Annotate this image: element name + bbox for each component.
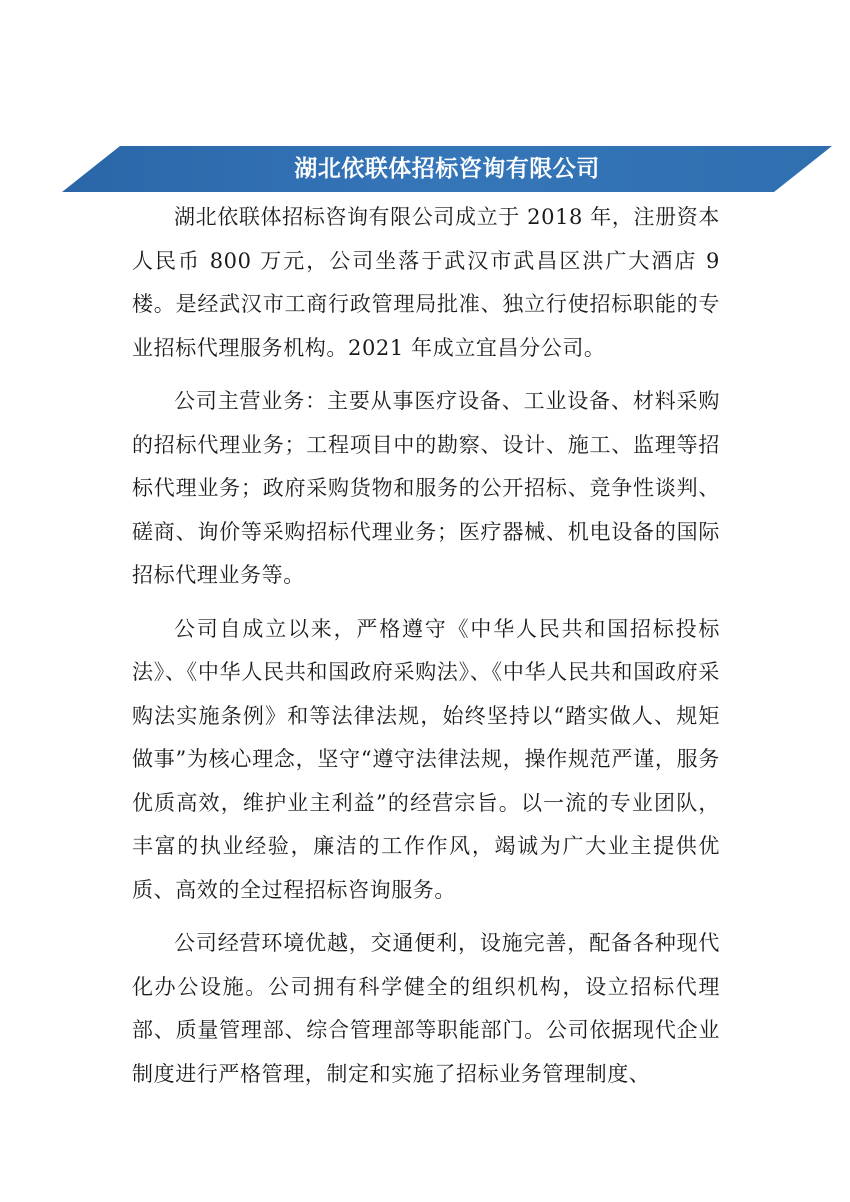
paragraph-principles: 公司自成立以来，严格遵守《中华人民共和国招标投标法》、《中华人民共和国政府采购法》、《中华人民共和国政府采购法实施条例》和等法律法规，始终坚持以“踏实做人、规矩做事”为核心理念，坚守“遵守法律法规，操作规范严谨，服务优质高效，维护业主利益”的经营宗旨。以一流的专业团队，丰富的执业经验，廉洁的工作作风，竭诚为广大业主提供优质、高效的全过程招标咨询服务。	[132, 616, 720, 902]
page-title: 湖北依联体招标咨询有限公司	[294, 156, 600, 182]
paragraph-intro: 湖北依联体招标咨询有限公司成立于 2018 年，注册资本人民币 800 万元，公司坐落于武汉市武昌区洪广大酒店 9 楼。是经武汉市工商行政管理局批准、独立行使招标职能的专业招标代理服务机构。2021 年成立宜昌分公司。	[132, 205, 720, 360]
body-content	[132, 196, 720, 1106]
paragraph-business: 公司主营业务：主要从事医疗设备、工业设备、材料采购的招标代理业务；工程项目中的勘察、设计、施工、监理等招标代理业务；政府采购货物和服务的公开招标、竞争性谈判、磋商、询价等采购招标代理业务；医疗器械、机电设备的国际招标代理业务等。	[132, 389, 720, 587]
title-banner	[62, 146, 832, 192]
paragraph-environment: 公司经营环境优越，交通便利，设施完善，配备各种现代化办公设施。公司拥有科学健全的组织机构，设立招标代理部、质量管理部、综合管理部等职能部门。公司依据现代企业制度进行严格管理，制定和实施了招标业务管理制度、	[132, 931, 720, 1086]
